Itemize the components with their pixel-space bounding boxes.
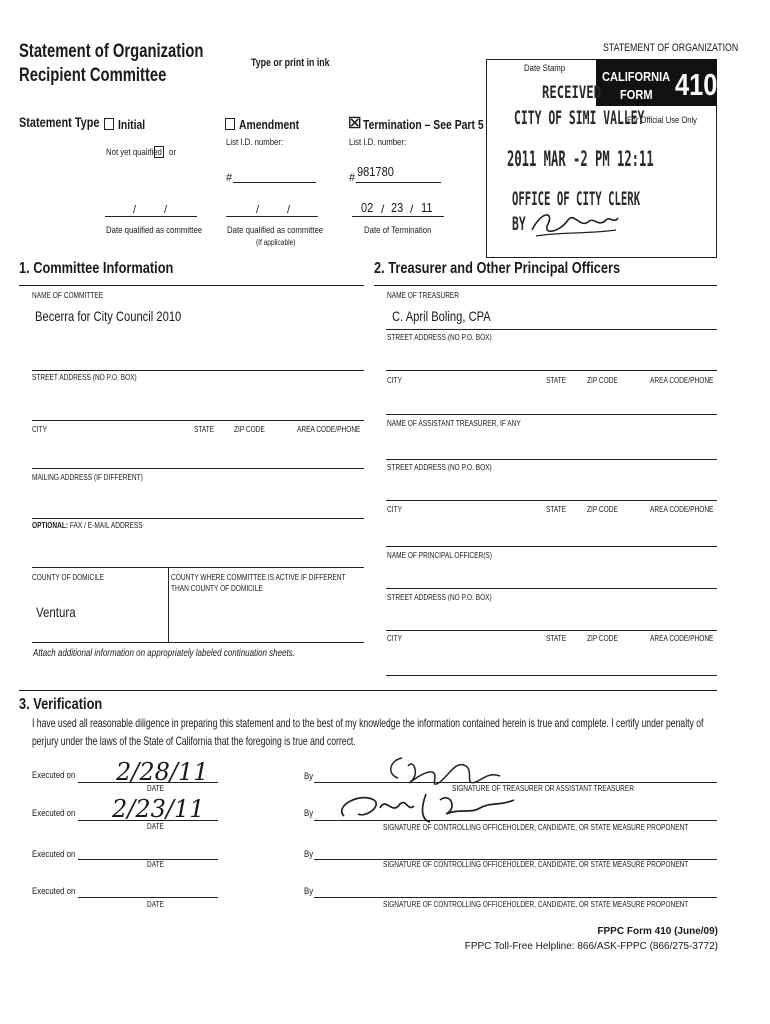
treasurer-state-label: STATE [546,376,567,385]
treasurer-phone-label: AREA CODE/PHONE [650,376,714,385]
executed-on-label-2: Executed on [32,808,76,819]
termination-slash-1: / [381,202,385,216]
initial-label: Initial [118,117,146,132]
footer [465,924,718,954]
assistant-treasurer-label: NAME OF ASSISTANT TREASURER, IF ANY [387,419,521,428]
principal-state-label: STATE [546,634,567,643]
amendment-hash: # [226,172,233,184]
verification-text-1: I have used all reasonable diligence in preparing this statement and to the best of my knowledge the information contained herein is true and complete. I certify under penalty of [32,716,704,730]
not-yet-qualified-label: Not yet qualified [106,147,162,158]
principal-phone-label: AREA CODE/PHONE [650,634,714,643]
date-label-3: DATE [147,860,165,869]
form-title-line2: Recipient Committee [19,65,167,86]
type-note: Type or print in ink [251,57,330,69]
treasurer-name-value[interactable]: C. April Boling, CPA [392,308,491,324]
if-applicable-label: (If applicable) [256,238,296,247]
committee-state-label: STATE [194,425,215,434]
form-version: FPPC Form 410 (June/09) [597,926,718,937]
amend-slash-1: / [256,204,260,216]
form-number: 410 [675,67,718,102]
committee-phone-label: AREA CODE/PHONE [297,425,361,434]
form-word: FORM [620,87,653,102]
by-label-3: By [304,849,314,860]
date-label-2: DATE [147,822,165,831]
executed-date-1[interactable]: 2/28/11 [116,758,209,786]
executed-on-label-1: Executed on [32,770,76,781]
helpline: FPPC Toll-Free Helpline: 866/ASK-FPPC (866/275-3772) [464,941,718,952]
section-2-heading: 2. Treasurer and Other Principal Officers [374,260,621,277]
official-use-note: For Official Use Only [627,115,697,126]
committee-city-label: CITY [32,425,47,434]
initial-checkbox[interactable] [104,118,114,130]
amend-slash-2: / [287,204,291,216]
signature-label-1: SIGNATURE OF TREASURER OR ASSISTANT TREASURER [452,784,635,793]
by-label-2: By [304,808,314,819]
termination-month[interactable]: 02 [361,200,374,215]
amendment-id-line[interactable] [233,182,316,183]
form-title-line1: Statement of Organization [19,41,204,62]
termination-list-id-label: List I.D. number: [349,137,407,148]
termination-hash: # [349,172,356,184]
committee-name-label: NAME OF COMMITTEE [32,291,104,300]
committee-zip-label: ZIP CODE [234,425,265,434]
optional-fields: FAX / E-MAIL ADDRESS [69,521,143,530]
not-yet-qualified-checkbox[interactable] [154,146,164,158]
stamp-by: BY [512,213,526,235]
asst-city-label: CITY [387,505,402,514]
county-active-label-2: THAN COUNTY OF DOMICILE [171,584,263,593]
executed-on-label-4: Executed on [32,886,76,897]
date-of-termination-label: Date of Termination [364,225,432,236]
signature-label-2: SIGNATURE OF CONTROLLING OFFICEHOLDER, CANDIDATE, OR STATE MEASURE PROPONENT [383,823,689,832]
treasurer-zip-label: ZIP CODE [587,376,618,385]
stamp-received: RECEIVED [542,83,601,103]
committee-mailing-label: MAILING ADDRESS (IF DIFFERENT) [32,473,143,482]
section-3-heading: 3. Verification [19,696,103,713]
verification-text-2: perjury under the laws of the State of California that the foregoing is true and correct. [32,734,356,748]
form-state: CALIFORNIA [602,69,671,84]
asst-street-label: STREET ADDRESS (NO P.O. BOX) [387,463,492,472]
stamp-city: CITY OF SIMI VALLEY [514,107,645,129]
asst-state-label: STATE [546,505,567,514]
principal-street-label: STREET ADDRESS (NO P.O. BOX) [387,593,492,602]
stamp-office: OFFICE OF CITY CLERK [512,188,641,210]
initial-date-qualified-label: Date qualified as committee [106,225,203,236]
executed-on-label-3: Executed on [32,849,76,860]
county-active-label-1: COUNTY WHERE COMMITTEE IS ACTIVE IF DIFFERENT [171,573,346,582]
county-of-domicile-label: COUNTY OF DOMICILE [32,573,105,582]
statement-type-label: Statement Type [19,114,100,130]
committee-name-value[interactable]: Becerra for City Council 2010 [35,308,182,324]
initial-date-slashes: / [133,204,137,216]
termination-checkbox[interactable]: ☒ [348,115,362,132]
principal-zip-label: ZIP CODE [587,634,618,643]
asst-zip-label: ZIP CODE [587,505,618,514]
optional-prefix: OPTIONAL: [32,521,69,530]
initial-date-slash-2: / [164,204,168,216]
or-label: or [169,147,176,158]
signature-label-4: SIGNATURE OF CONTROLLING OFFICEHOLDER, CANDIDATE, OR STATE MEASURE PROPONENT [383,900,689,909]
committee-street-label: STREET ADDRESS (NO P.O. BOX) [32,373,137,382]
top-right-label: STATEMENT OF ORGANIZATION [603,42,739,54]
executed-date-2[interactable]: 2/23/11 [112,795,205,823]
form-title [19,40,203,88]
attach-note: Attach additional information on appropriately labeled continuation sheets. [33,648,295,659]
optional-label [32,521,143,530]
stamp-signature [528,202,622,242]
treasurer-city-label: CITY [387,376,402,385]
amendment-date-label: Date qualified as committee [227,225,324,236]
treasurer-name-label: NAME OF TREASURER [387,291,460,300]
asst-phone-label: AREA CODE/PHONE [650,505,714,514]
date-stamp-label: Date Stamp [524,63,566,74]
amendment-checkbox[interactable] [225,118,235,130]
termination-day[interactable]: 23 [391,200,404,215]
by-label-1: By [304,771,314,782]
date-label-4: DATE [147,900,165,909]
signature-label-3: SIGNATURE OF CONTROLLING OFFICEHOLDER, CANDIDATE, OR STATE MEASURE PROPONENT [383,860,689,869]
stamp-datetime: 2011 MAR -2 PM 12:11 [507,147,654,171]
termination-id-value[interactable]: 981780 [357,164,394,179]
amendment-label: Amendment [239,117,300,132]
principal-officer-label: NAME OF PRINCIPAL OFFICER(S) [387,551,492,560]
date-label-1: DATE [147,784,165,793]
section-1-heading: 1. Committee Information [19,260,174,277]
termination-slash-2: / [410,202,414,216]
form-410-badge [596,59,717,106]
by-label-4: By [304,886,314,897]
principal-city-label: CITY [387,634,402,643]
amendment-list-id-label: List I.D. number: [226,137,284,148]
county-of-domicile-value[interactable]: Ventura [36,604,76,620]
treasurer-street-label: STREET ADDRESS (NO P.O. BOX) [387,333,492,342]
termination-year[interactable]: 11 [421,200,433,215]
termination-label: Termination – See Part 5 [363,117,484,132]
